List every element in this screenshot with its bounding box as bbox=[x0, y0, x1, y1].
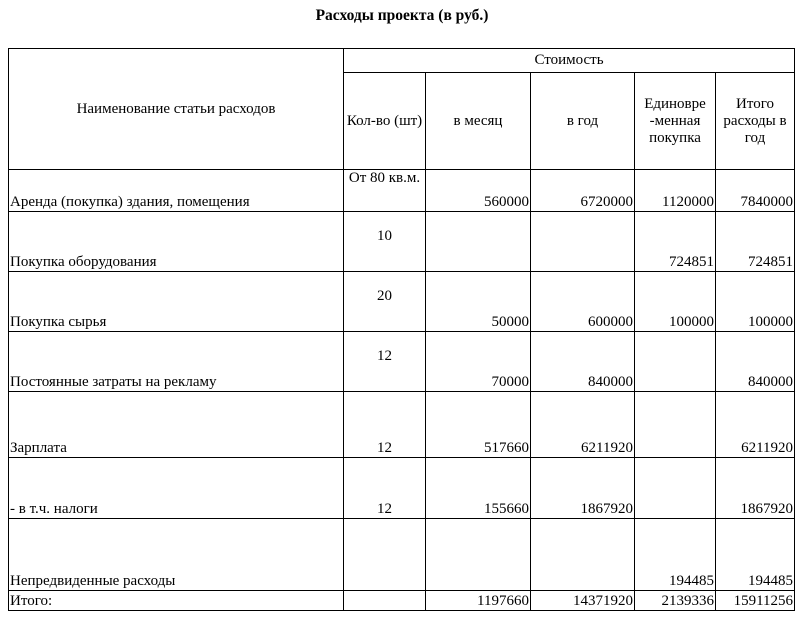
totals-one-time: 2139336 bbox=[635, 591, 716, 611]
row-name: Покупка оборудования bbox=[9, 212, 344, 272]
table-row bbox=[9, 332, 795, 392]
row-one-time bbox=[635, 392, 716, 458]
row-qty: 12 bbox=[344, 392, 426, 458]
row-per-year bbox=[531, 519, 635, 591]
header-qty: Кол-во (шт) bbox=[344, 73, 426, 170]
row-total: 1867920 bbox=[716, 458, 795, 519]
table-row bbox=[9, 212, 795, 272]
row-per-year: 600000 bbox=[531, 272, 635, 332]
header-per-month: в месяц bbox=[426, 73, 531, 170]
table-row bbox=[9, 458, 795, 519]
row-one-time: 194485 bbox=[635, 519, 716, 591]
row-qty: 12 bbox=[344, 332, 426, 392]
row-total: 724851 bbox=[716, 212, 795, 272]
row-per-year: 840000 bbox=[531, 332, 635, 392]
row-one-time bbox=[635, 458, 716, 519]
row-one-time: 100000 bbox=[635, 272, 716, 332]
header-total: Итого расходы в год bbox=[716, 73, 795, 170]
totals-total: 15911256 bbox=[716, 591, 795, 611]
row-per-month bbox=[426, 212, 531, 272]
row-qty: 12 bbox=[344, 458, 426, 519]
row-per-year: 6211920 bbox=[531, 392, 635, 458]
row-one-time: 1120000 bbox=[635, 170, 716, 212]
row-total: 7840000 bbox=[716, 170, 795, 212]
totals-per-month: 1197660 bbox=[426, 591, 531, 611]
row-total: 840000 bbox=[716, 332, 795, 392]
table-row bbox=[9, 272, 795, 332]
table-row bbox=[9, 392, 795, 458]
table-row bbox=[9, 170, 795, 212]
expenses-table bbox=[8, 48, 795, 611]
document-title: Расходы проекта (в руб.) bbox=[315, 7, 489, 24]
row-name: - в т.ч. налоги bbox=[9, 458, 344, 519]
row-name: Зарплата bbox=[9, 392, 344, 458]
row-per-month: 50000 bbox=[426, 272, 531, 332]
totals-per-year: 14371920 bbox=[531, 591, 635, 611]
row-per-year bbox=[531, 212, 635, 272]
row-per-month: 560000 bbox=[426, 170, 531, 212]
row-name: Аренда (покупка) здания, помещения bbox=[9, 170, 344, 212]
row-per-year: 6720000 bbox=[531, 170, 635, 212]
header-one-time: Единовре -менная покупка bbox=[635, 73, 716, 170]
row-total: 6211920 bbox=[716, 392, 795, 458]
row-qty: 10 bbox=[344, 212, 426, 272]
row-one-time bbox=[635, 332, 716, 392]
row-name: Постоянные затраты на рекламу bbox=[9, 332, 344, 392]
row-total: 194485 bbox=[716, 519, 795, 591]
header-cost-group: Стоимость bbox=[344, 49, 795, 73]
row-one-time: 724851 bbox=[635, 212, 716, 272]
row-per-month: 155660 bbox=[426, 458, 531, 519]
row-qty: От 80 кв.м. bbox=[344, 170, 426, 212]
row-per-year: 1867920 bbox=[531, 458, 635, 519]
row-name: Покупка сырья bbox=[9, 272, 344, 332]
table-row bbox=[9, 519, 795, 591]
totals-row bbox=[9, 591, 795, 611]
row-total: 100000 bbox=[716, 272, 795, 332]
row-per-month: 517660 bbox=[426, 392, 531, 458]
row-per-month bbox=[426, 519, 531, 591]
header-per-year: в год bbox=[531, 73, 635, 170]
row-qty bbox=[344, 519, 426, 591]
header-name: Наименование статьи расходов bbox=[9, 49, 344, 170]
totals-qty bbox=[344, 591, 426, 611]
totals-label: Итого: bbox=[9, 591, 344, 611]
row-qty: 20 bbox=[344, 272, 426, 332]
row-per-month: 70000 bbox=[426, 332, 531, 392]
row-name: Непредвиденные расходы bbox=[9, 519, 344, 591]
